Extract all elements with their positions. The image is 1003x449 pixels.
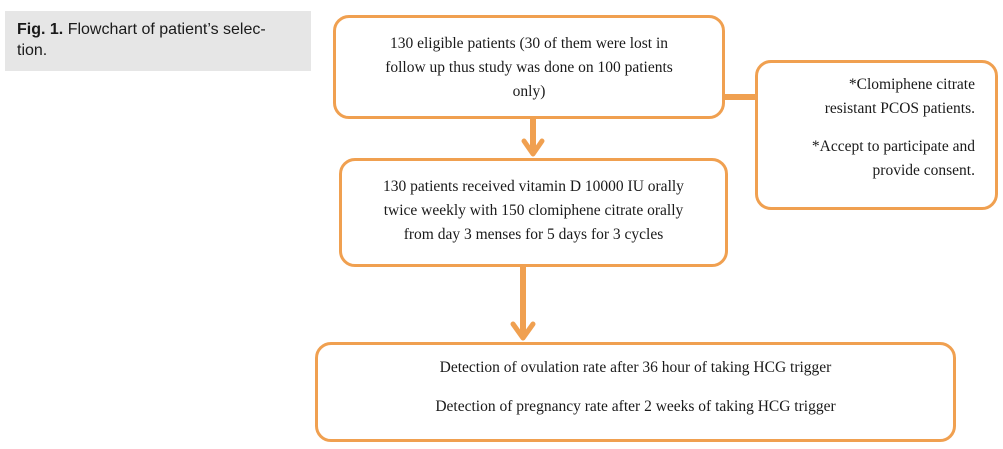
detection-line-ovulation: Detection of ovulation rate after 36 hour of taking HCG trigger xyxy=(439,359,832,376)
treatment-box xyxy=(339,158,728,267)
eligible-line-3: only) xyxy=(512,83,546,100)
detection-box xyxy=(315,342,956,442)
eligible-line-2: follow up thus study was done on 100 patients xyxy=(385,59,673,76)
criteria-line-1: *Clomiphene citrate xyxy=(848,76,975,93)
caption-label: Fig. 1. xyxy=(17,21,64,38)
criteria-line-4: provide consent. xyxy=(872,162,975,179)
caption-text-continued: tion. xyxy=(17,42,48,59)
eligible-patients-box xyxy=(333,15,725,119)
treatment-line-1: 130 patients received vitamin D 10000 IU orally xyxy=(383,178,684,195)
detection-line-pregnancy: Detection of pregnancy rate after 2 weeks of taking HCG trigger xyxy=(435,398,836,415)
treatment-line-3: from day 3 menses for 5 days for 3 cycles xyxy=(403,226,664,243)
criteria-line-3: *Accept to participate and xyxy=(811,138,975,155)
caption-text: Flowchart of patient’s selec- xyxy=(67,21,266,38)
inclusion-criteria-box xyxy=(755,60,998,210)
criteria-line-2: resistant PCOS patients. xyxy=(824,100,975,117)
treatment-line-2: twice weekly with 150 clomiphene citrate orally xyxy=(383,202,684,219)
eligible-line-1: 130 eligible patients (30 of them were lost in xyxy=(389,35,669,52)
